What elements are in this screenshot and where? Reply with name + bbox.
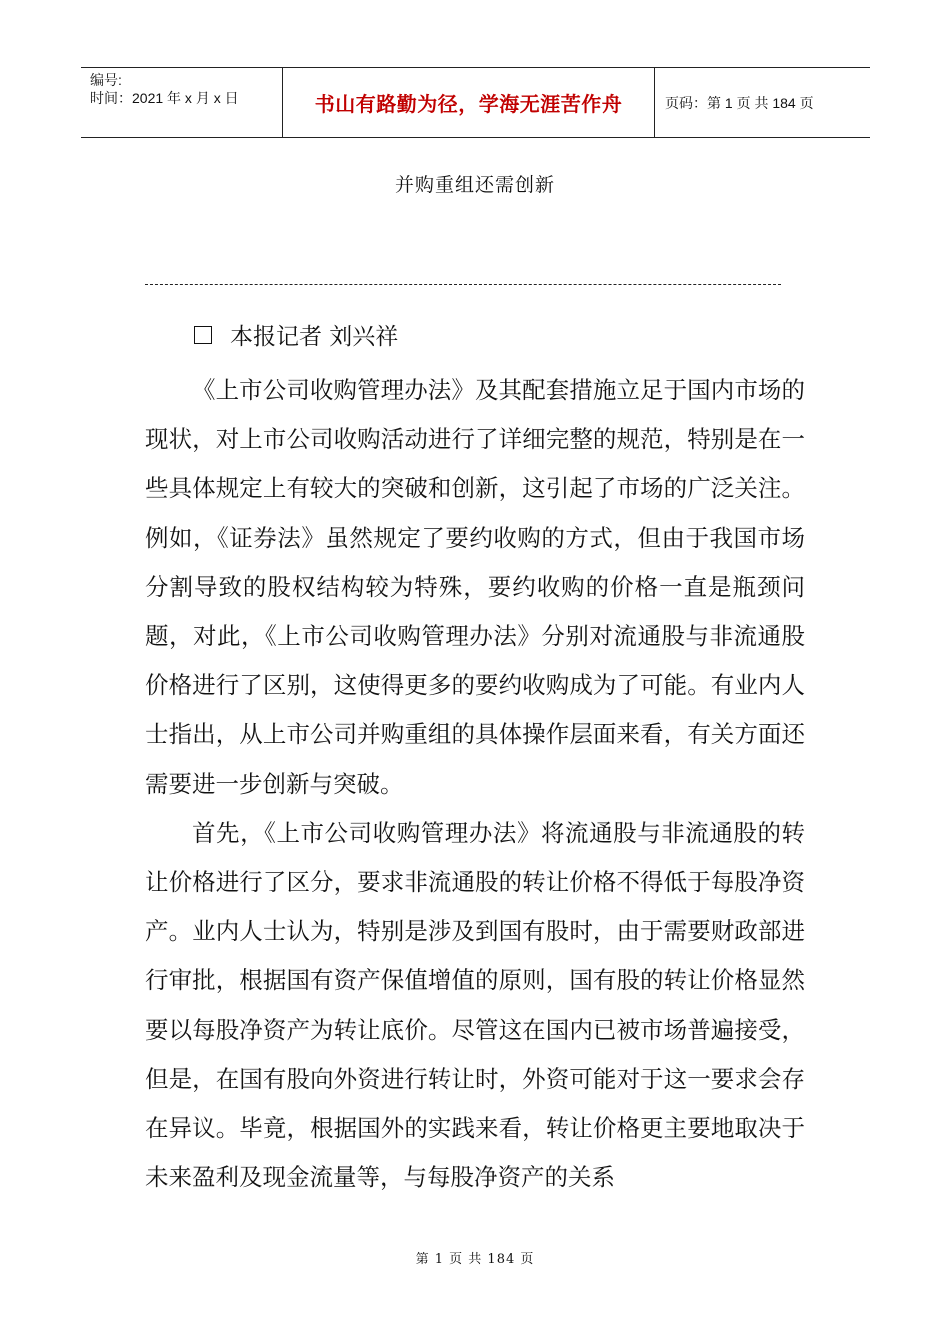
paragraph: 首先，《上市公司收购管理办法》将流通股与非流通股的转让价格进行了区分，要求非流通股的转让价格不得低于每股净资产。业内人士认为，特别是涉及到国有股时，由于需要财政部进行审批，根据国有资产保值增值的原则，国有股的转让价格显然要以每股净资产为转让底价。尽管这在国内已被市场普遍接受，但是，在国有股向外资进行转让时，外资可能对于这一要求会存在异议。毕竟，根据国外的实践来看，转让价格更主要地取决于未来盈利及现金流量等，与每股净资产的关系: [145, 818, 805, 1192]
document-time-label: 时间：2021 年 x 月 x 日: [90, 90, 239, 106]
header-page-info: 页码：第 1 页 共 184 页: [665, 94, 814, 111]
header-motto-cell: [283, 68, 655, 137]
page-footer: 第 1 页 共 184 页: [415, 1252, 535, 1267]
byline: [194, 318, 398, 351]
article-body: [145, 366, 805, 1202]
dashed-divider: [145, 284, 781, 285]
header-motto: 书山有路勤为径，学海无涯苦作舟: [314, 92, 623, 116]
paragraph: 《上市公司收购管理办法》及其配套措施立足于国内市场的现状，对上市公司收购活动进行了详细完整的规范，特别是在一些具体规定上有较大的突破和创新，这引起了市场的广泛关注。例如，《证券法》虽然规定了要约收购的方式，但由于我国市场分割导致的股权结构较为特殊，要约收购的价格一直是瓶颈问题，对此，《上市公司收购管理办法》分别对流通股与非流通股价格进行了区别，这使得更多的要约收购成为了可能。有业内人士指出，从上市公司并购重组的具体操作层面来看，有关方面还需要进一步创新与突破。: [145, 376, 805, 798]
header-meta-cell: [81, 68, 283, 137]
document-number-label: 编号:: [90, 72, 122, 88]
byline-text: 本报记者 刘兴祥: [230, 324, 399, 350]
header-table: [81, 67, 870, 138]
square-bullet-icon: [194, 326, 212, 344]
header-page-cell: [655, 68, 870, 137]
document-title: 并购重组还需创新: [394, 174, 555, 196]
